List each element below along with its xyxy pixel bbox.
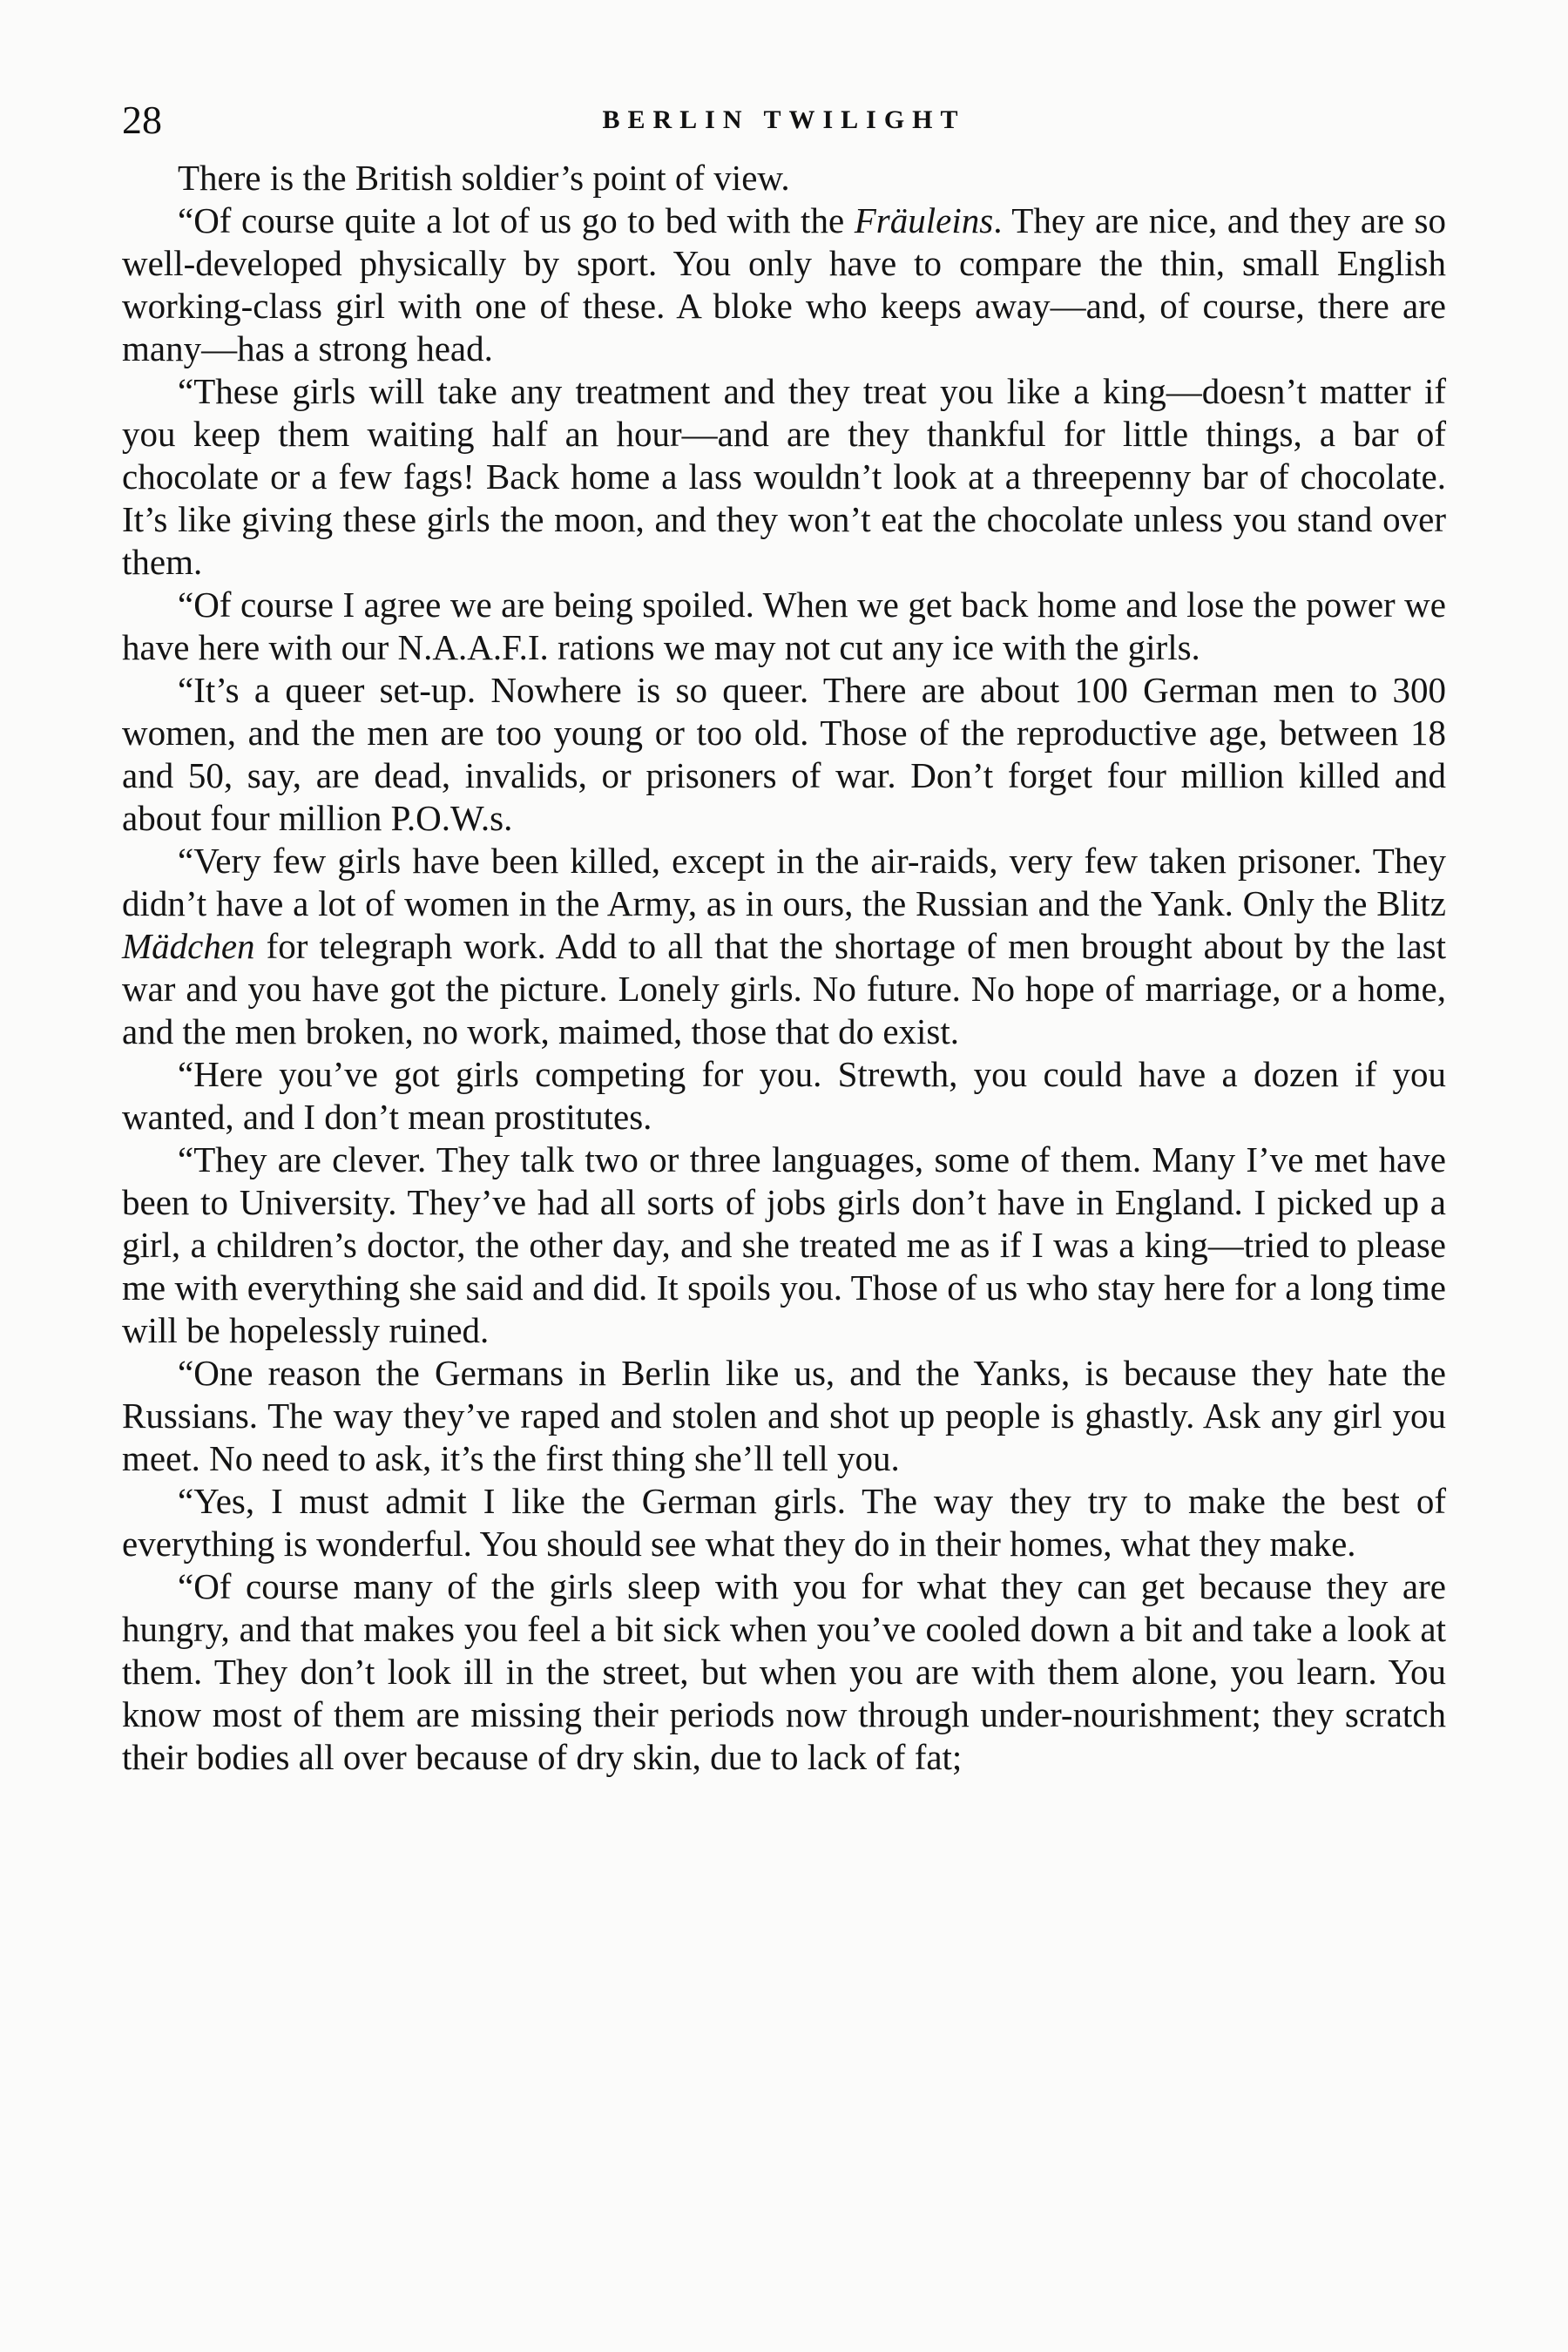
text-run: “Of course quite a lot of us go to bed with the bbox=[178, 200, 855, 240]
text-run: “These girls will take any treatment and they treat you like a king—doesn’t matter if you keep them waiting half an hour—and are they thankful for little things, a bar of chocolate or a few fags! Back home a lass wouldn’t look at a threepenny bar of chocolate. It’s like giving these girls the moon, and they won’t eat the chocolate unless you stand over them. bbox=[122, 371, 1446, 582]
text-run: “Yes, I must admit I like the German girls. The way they try to make the best of everything is wonderful. You should see what they do in their homes, what they make. bbox=[122, 1481, 1446, 1564]
page-number: 28 bbox=[122, 98, 162, 142]
paragraph bbox=[122, 157, 1446, 199]
text-run: . They are nice, and they are so well-developed physically by sport. You only have to compare the thin, small English working-class girl with one of these. A bloke who keeps away—and, of course, there are many—has a strong head. bbox=[122, 200, 1446, 368]
text-run: “Of course many of the girls sleep with you for what they can get because they are hungry, and that makes you feel a bit sick when you’ve cooled down a bit and take a look at them. They don’t look ill in the street, but when you are with them alone, you learn. You know most of them are missing their periods now through under-nourishment; they scratch their bodies all over because of dry skin, due to lack of fat; bbox=[122, 1566, 1446, 1777]
body-text bbox=[122, 157, 1446, 1779]
paragraph bbox=[122, 199, 1446, 370]
text-run: “Very few girls have been killed, except in the air-raids, very few taken prisoner. They didn’t have a lot of women in the Army, as in ours, the Russian and the Yank. Only the Blitz bbox=[122, 841, 1446, 923]
text-run: “It’s a queer set-up. Nowhere is so queer. There are about 100 German men to 300 women, and the men are too young or too old. Those of the reproductive age, between 18 and 50, say, are dead, invalids, or prisoners of war. Don’t forget four million killed and about four million P.O.W.s. bbox=[122, 670, 1446, 838]
text-run: “Of course I agree we are being spoiled. When we get back home and lose the power we have here with our N.A.A.F.I. rations we may not cut any ice with the girls. bbox=[122, 585, 1446, 667]
page-header bbox=[122, 94, 1446, 146]
text-run: “Here you’ve got girls competing for you. Strewth, you could have a dozen if you wanted, and I don’t mean prostitutes. bbox=[122, 1054, 1446, 1137]
paragraph bbox=[122, 1352, 1446, 1480]
text-run: for telegraph work. Add to all that the shortage of men brought about by the last war and you have got the picture. Lonely girls. No future. No hope of marriage, or a home, and the men broken, no work, maimed, those that do exist. bbox=[122, 926, 1446, 1051]
paragraph bbox=[122, 370, 1446, 584]
paragraph bbox=[122, 840, 1446, 1053]
italic-text: Fräuleins bbox=[854, 200, 994, 240]
paragraph bbox=[122, 1480, 1446, 1565]
paragraph bbox=[122, 584, 1446, 669]
text-run: “One reason the Germans in Berlin like us, and the Yanks, is because they hate the Russians. The way they’ve raped and stolen and shot up people is ghastly. Ask any girl you meet. No need to ask, it’s the first thing she’ll tell you. bbox=[122, 1353, 1446, 1478]
paragraph bbox=[122, 669, 1446, 840]
paragraph bbox=[122, 1139, 1446, 1352]
text-run: “They are clever. They talk two or three languages, some of them. Many I’ve met have been to University. They’ve had all sorts of jobs girls don’t have in England. I picked up a girl, a children’s doctor, the other day, and she treated me as if I was a king—tried to please me with everything she said and did. It spoils you. Those of us who stay here for a long time will be hopelessly ruined. bbox=[122, 1139, 1446, 1350]
italic-text: Mädchen bbox=[122, 926, 255, 966]
paragraph bbox=[122, 1565, 1446, 1779]
running-title: BERLIN TWILIGHT bbox=[602, 105, 966, 134]
text-run: There is the British soldier’s point of view. bbox=[178, 158, 790, 198]
paragraph bbox=[122, 1053, 1446, 1139]
